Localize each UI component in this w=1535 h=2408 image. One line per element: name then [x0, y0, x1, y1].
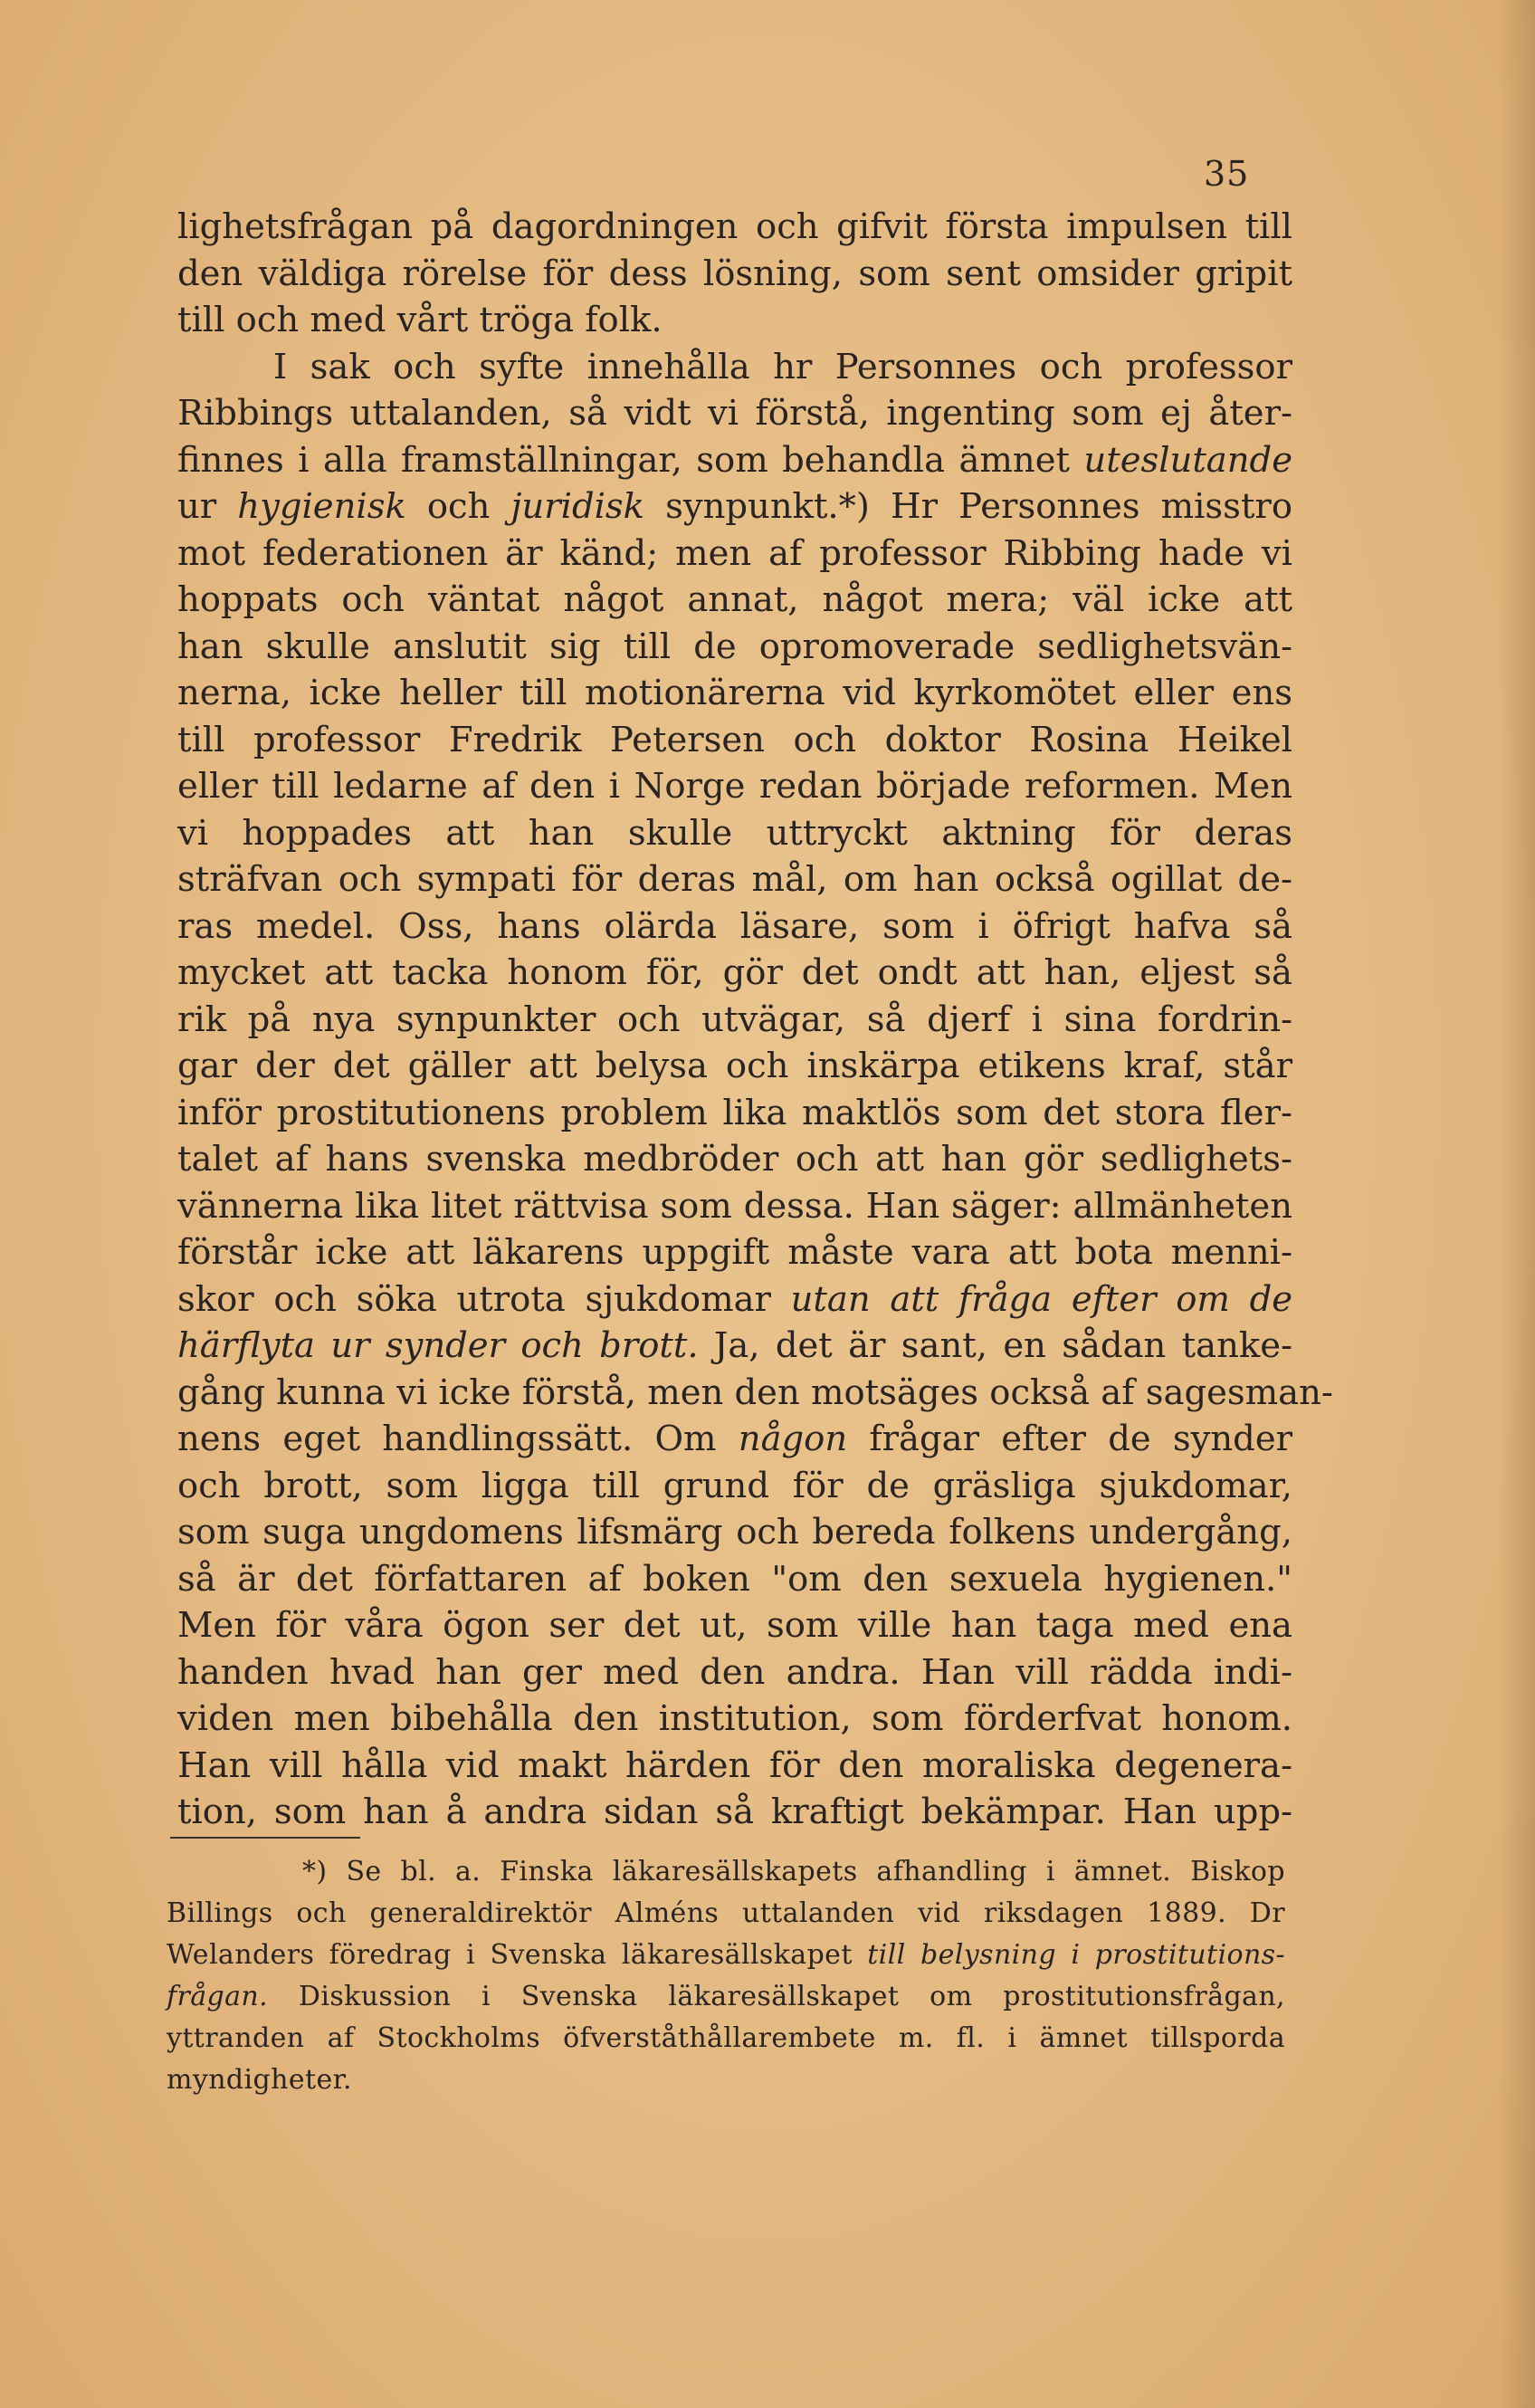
text-line: tion, som han å andra sidan så kraftigt bekämpar. Han upp- [177, 1792, 1292, 1832]
text-line: gar der det gäller att belysa och inskärpa etikens kraf, står [177, 1046, 1292, 1086]
text-line: den väldiga rörelse för dess lösning, som sent omsider gripit [177, 253, 1292, 294]
footnote-line: yttranden af Stockholms öfverståthållarembete m. fl. i ämnet tillsporda [167, 2022, 1285, 2054]
footnote-line: Welanders föredrag i Svenska läkaresällskapet till belysning i prostitutions- [167, 1939, 1285, 1971]
text-line: mot federationen är känd; men af professor Ribbing hade vi [177, 532, 1292, 574]
text-line: han skulle anslutit sig till de opromoverade sedlighetsvän- [177, 626, 1292, 667]
footnote-line: myndigheter. [167, 2064, 352, 2096]
text-line: sträfvan och sympati för deras mål, om han också ogillat de- [177, 859, 1292, 900]
text-line: finnes i alla framställningar, som behandla ämnet uteslutande [177, 439, 1292, 481]
italic-phrase: frågan. [167, 1981, 269, 2012]
italic-phrase: uteslutande [1083, 439, 1292, 481]
text-line: rik på nya synpunkter och utvägar, så djerf i sina fordrin- [177, 999, 1292, 1040]
text-line: ur hygienisk och juridisk synpunkt.*) Hr Personnes misstro [177, 486, 1292, 527]
text-line: härflyta ur synder och brott. Ja, det är sant, en sådan tanke- [177, 1325, 1292, 1366]
text-line: vi hoppades att han skulle uttryckt aktning för deras [177, 812, 1292, 854]
footnote-divider [170, 1837, 360, 1839]
text-line: Ribbings uttalanden, så vidt vi förstå, ingenting som ej åter- [177, 393, 1292, 434]
italic-phrase: härflyta ur synder och brott. [177, 1325, 699, 1366]
text-line: I sak och syfte innehålla hr Personnes och professor [273, 346, 1292, 387]
footnote-line: *) Se bl. a. Finska läkaresällskapets afhandling i ämnet. Biskop [302, 1856, 1285, 1887]
text-line: Men för våra ögon ser det ut, som ville han taga med ena [177, 1605, 1292, 1646]
italic-phrase: till belysning i prostitutions- [867, 1939, 1285, 1971]
text-line: hoppats och väntat något annat, något mera; väl icke att [177, 579, 1292, 620]
text-line: gång kunna vi icke förstå, men den motsäges också af sagesman- [177, 1371, 1333, 1413]
text-line: eller till ledarne af den i Norge redan började reformen. Men [177, 766, 1292, 807]
text-line: till och med vårt tröga folk. [177, 300, 663, 340]
text-line: vännerna lika litet rättvisa som dessa. Han säger: allmänheten [177, 1185, 1292, 1227]
italic-phrase: hygienisk [237, 486, 406, 527]
text-line: nens eget handlingssätt. Om någon frågar efter de synder [177, 1419, 1293, 1459]
text-line: ras medel. Oss, hans olärda läsare, som i öfrigt hafva så [177, 905, 1292, 947]
text-line: talet af hans svenska medbröder och att han gör sedlighets- [177, 1139, 1292, 1180]
text-line: förstår icke att läkarens uppgift måste vara att bota menni- [177, 1232, 1292, 1273]
footnote-line: frågan. Diskussion i Svenska läkaresällskapet om prostitutionsfrågan, [167, 1981, 1285, 2012]
footnotes [167, 1851, 1285, 2101]
text-line: mycket att tacka honom för, gör det ondt att han, eljest så [177, 952, 1292, 993]
text-line: handen hvad han ger med den andra. Han vill rädda indi- [177, 1651, 1292, 1693]
italic-phrase: utan att fråga efter om de [790, 1278, 1292, 1320]
italic-phrase: någon [738, 1419, 848, 1459]
italic-phrase: juridisk [510, 486, 644, 527]
text-line: nerna, icke heller till motionärerna vid kyrkomötet eller ens [177, 673, 1292, 713]
text-line: inför prostitutionens problem lika maktlös som det stora fler- [177, 1092, 1292, 1133]
text-line: Han vill hålla vid makt härden för den moraliska degenera- [177, 1744, 1292, 1786]
page-number: 35 [1204, 154, 1250, 194]
page-edge-shadow [1499, 0, 1535, 2408]
text-line: och brott, som ligga till grund för de gräsliga sjukdomar, [177, 1465, 1292, 1506]
text-line: som suga ungdomens lifsmärg och bereda folkens undergång, [177, 1512, 1292, 1553]
footnote-line: Billings och generaldirektör Alméns uttalanden vid riksdagen 1889. Dr [167, 1897, 1285, 1929]
text-line: så är det författaren af boken "om den sexuela hygienen." [177, 1558, 1292, 1600]
text-line: till professor Fredrik Petersen och doktor Rosina Heikel [177, 719, 1292, 760]
text-line: lighetsfrågan på dagordningen och gifvit första impulsen till [177, 206, 1292, 247]
body-text [177, 204, 1333, 1836]
text-line: skor och söka utrota sjukdomar utan att fråga efter om de [177, 1278, 1292, 1320]
text-line: viden men bibehålla den institution, som förderfvat honom. [177, 1698, 1292, 1739]
